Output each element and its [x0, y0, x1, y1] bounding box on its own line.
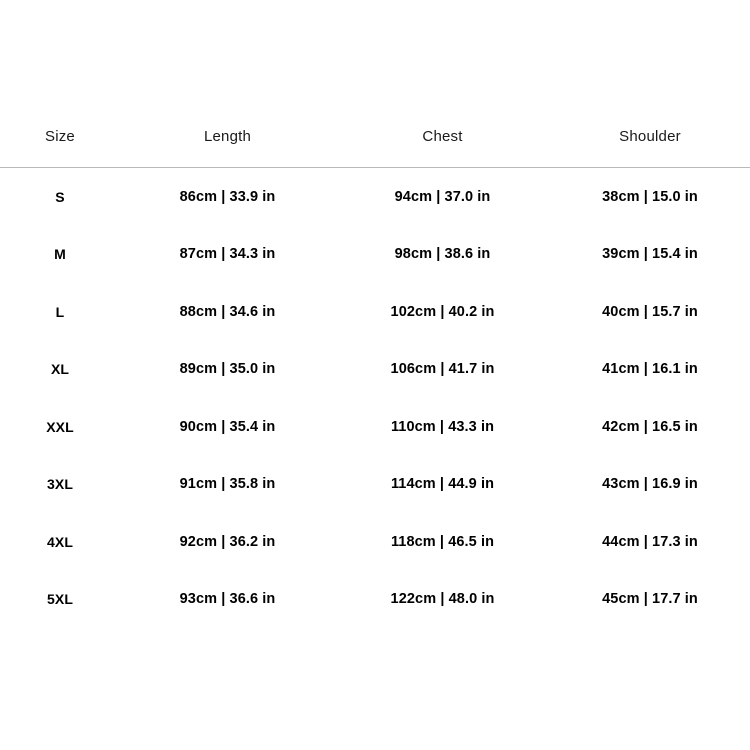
column-header-size: Size	[45, 128, 75, 145]
cell-chest: 98cm | 38.6 in	[394, 246, 491, 263]
cell-length: 93cm | 36.6 in	[179, 591, 276, 608]
cell-shoulder: 42cm | 16.5 in	[602, 418, 698, 435]
cell-shoulder: 40cm | 15.7 in	[602, 303, 698, 320]
cell-length: 86cm | 33.9 in	[179, 188, 276, 205]
table-header	[0, 128, 750, 168]
cell-length: 87cm | 34.3 in	[179, 246, 276, 263]
cell-shoulder: 45cm | 17.7 in	[602, 591, 698, 608]
cell-shoulder: 39cm | 15.4 in	[602, 246, 698, 263]
table-row	[0, 456, 750, 514]
table-row	[0, 226, 750, 284]
cell-chest: 114cm | 44.9 in	[390, 476, 495, 493]
table-row	[0, 341, 750, 399]
table-row	[0, 283, 750, 341]
cell-length: 91cm | 35.8 in	[179, 476, 276, 493]
cell-size: 3XL	[47, 476, 73, 493]
cell-size: XL	[50, 361, 70, 378]
table-row	[0, 571, 750, 629]
cell-size: L	[55, 303, 65, 320]
cell-shoulder: 43cm | 16.9 in	[602, 476, 698, 493]
table-body	[0, 168, 750, 629]
cell-size: S	[55, 188, 65, 205]
cell-length: 92cm | 36.2 in	[179, 533, 276, 550]
cell-size: XXL	[46, 418, 74, 435]
cell-chest: 106cm | 41.7 in	[390, 361, 495, 378]
cell-length: 89cm | 35.0 in	[179, 361, 276, 378]
cell-chest: 102cm | 40.2 in	[390, 303, 495, 320]
cell-size: M	[54, 246, 66, 263]
cell-length: 88cm | 34.6 in	[179, 303, 276, 320]
column-header-shoulder: Shoulder	[619, 128, 681, 145]
table-row	[0, 168, 750, 226]
cell-shoulder: 44cm | 17.3 in	[602, 533, 698, 550]
cell-size: 4XL	[47, 533, 73, 550]
cell-chest: 118cm | 46.5 in	[390, 533, 495, 550]
size-chart-table	[0, 128, 750, 628]
table-row	[0, 398, 750, 456]
cell-length: 90cm | 35.4 in	[179, 418, 276, 435]
cell-chest: 122cm | 48.0 in	[390, 591, 495, 608]
table-row	[0, 513, 750, 571]
cell-size: 5XL	[47, 591, 73, 608]
cell-chest: 110cm | 43.3 in	[390, 418, 495, 435]
cell-shoulder: 41cm | 16.1 in	[602, 361, 698, 378]
column-header-chest: Chest	[422, 128, 463, 145]
table-header-row	[0, 128, 750, 168]
cell-chest: 94cm | 37.0 in	[394, 188, 491, 205]
column-header-length: Length	[203, 128, 252, 145]
cell-shoulder: 38cm | 15.0 in	[602, 188, 698, 205]
